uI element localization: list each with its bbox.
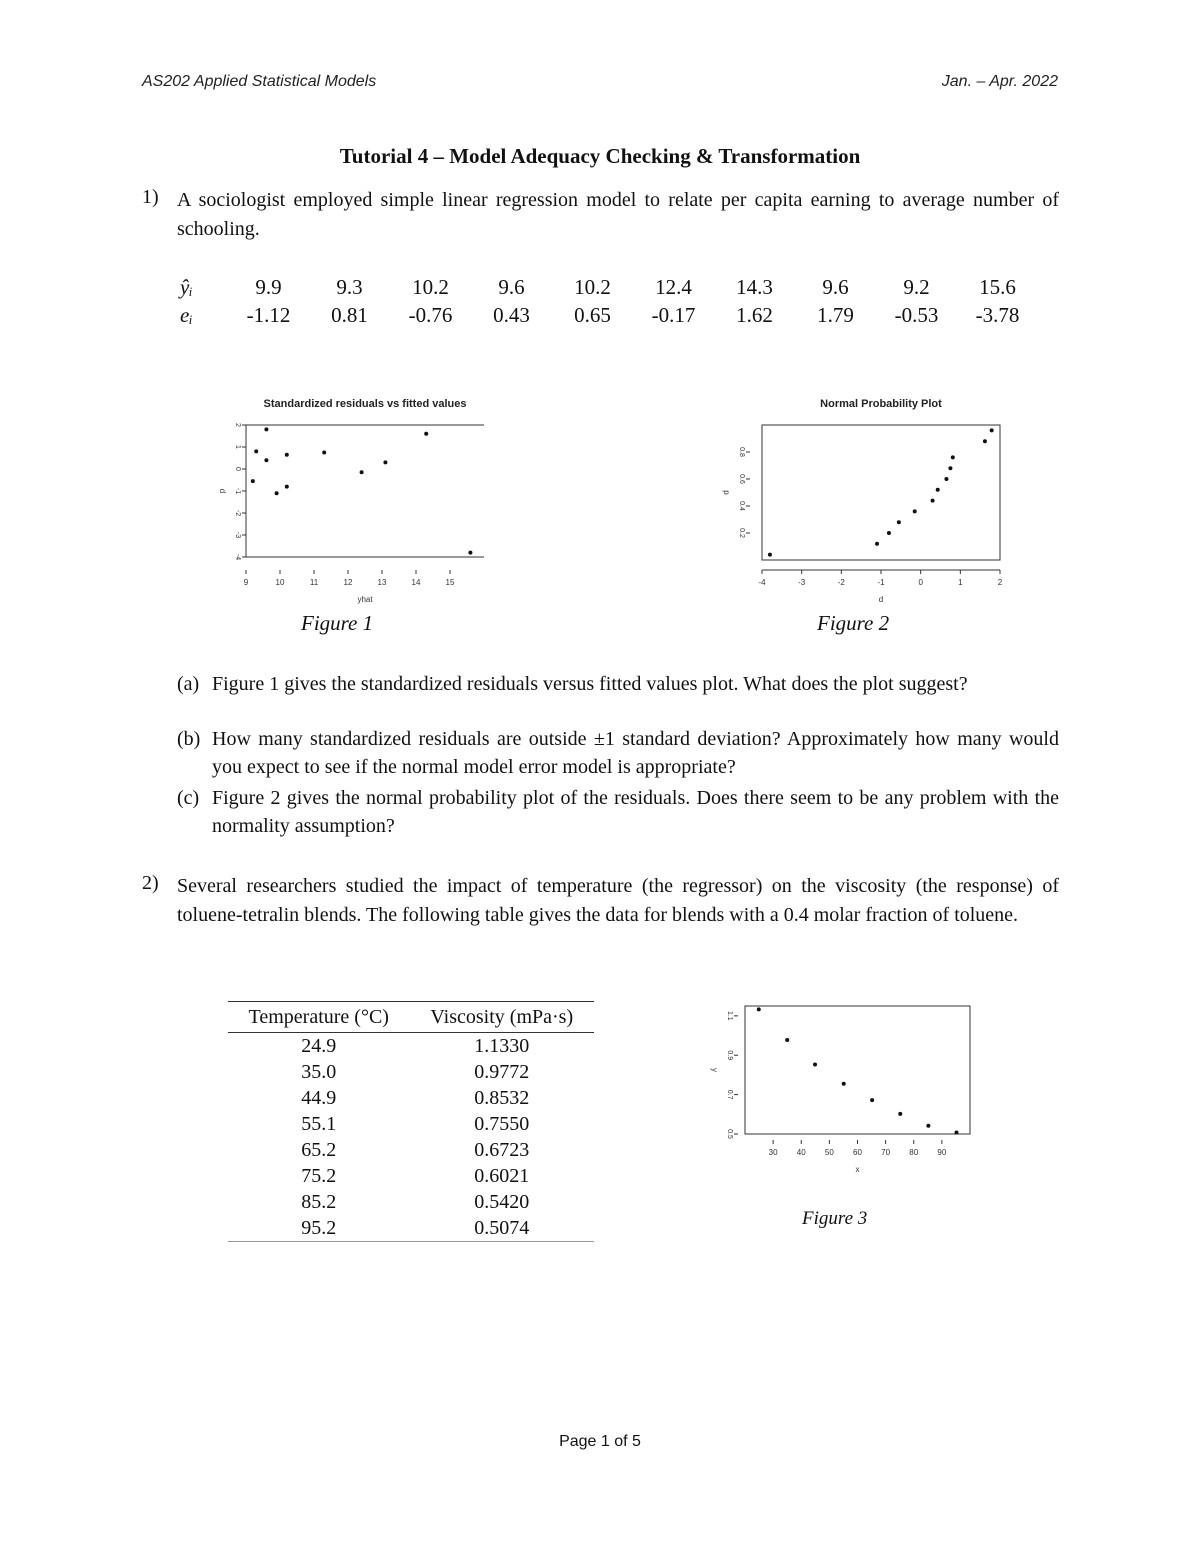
x-tick-label: -1 bbox=[877, 578, 885, 587]
x-tick-label: 50 bbox=[824, 1148, 834, 1157]
data-point bbox=[251, 479, 255, 483]
y-tick-label: -3 bbox=[234, 531, 241, 539]
x-tick-label: 9 bbox=[243, 578, 249, 587]
viscosity-cell: 0.7550 bbox=[474, 1112, 530, 1135]
x-tick-label: 90 bbox=[937, 1148, 947, 1157]
data-point bbox=[955, 1131, 959, 1135]
data-point bbox=[264, 458, 268, 462]
x-tick-label: -3 bbox=[798, 578, 806, 587]
x-tick-label: 15 bbox=[445, 578, 455, 587]
question-2-number: 2) bbox=[142, 872, 159, 894]
y-axis-label: p bbox=[722, 490, 731, 495]
x-tick-label: 70 bbox=[881, 1148, 891, 1157]
question-1b-text: How many standardized residuals are outside ±1 standard deviation? Approximately how many would you expect to see if the normal model error model is appropriate? bbox=[212, 728, 1059, 778]
figure-3-caption: Figure 3 bbox=[802, 1208, 868, 1229]
yhat-cell: 10.2 bbox=[412, 274, 449, 299]
x-tick-label: 80 bbox=[909, 1148, 919, 1157]
temperature-cell: 35.0 bbox=[301, 1060, 337, 1083]
question-1c-tag: (c) bbox=[177, 787, 200, 809]
table-row bbox=[228, 1137, 594, 1163]
x-tick-label: 12 bbox=[343, 578, 353, 587]
data-point bbox=[383, 460, 387, 464]
x-tick-label: 13 bbox=[377, 578, 387, 587]
question-1-number: 1) bbox=[142, 186, 159, 208]
yhat-cell: 9.6 bbox=[822, 274, 849, 299]
fitted-residual-table bbox=[180, 273, 1038, 329]
y-tick-label: 1 bbox=[234, 445, 241, 449]
table-row bbox=[228, 1111, 594, 1137]
residual-cell: -3.78 bbox=[975, 302, 1020, 327]
question-2-text: Several researchers studied the impact of temperature (the regressor) on the viscosity (the response) of toluene-tetralin blends. The following table gives the data for blends with a 0.4 molar fraction of toluene. bbox=[177, 875, 1059, 926]
figure-1-caption: Figure 1 bbox=[301, 611, 374, 635]
data-point bbox=[990, 428, 994, 432]
viscosity-cell: 0.9772 bbox=[474, 1060, 530, 1083]
residual-cell: -0.76 bbox=[408, 302, 453, 327]
data-point bbox=[948, 466, 952, 470]
x-axis-label: yhat bbox=[357, 595, 373, 604]
data-point bbox=[875, 542, 879, 546]
x-tick-label: 14 bbox=[411, 578, 421, 587]
y-tick-label: 0.2 bbox=[738, 528, 745, 538]
question-1c bbox=[177, 784, 1059, 840]
table-row bbox=[228, 1189, 594, 1215]
y-tick-label: -4 bbox=[234, 553, 241, 561]
temperature-cell: 44.9 bbox=[301, 1086, 337, 1109]
figure-1-chart bbox=[196, 392, 496, 607]
data-point bbox=[931, 499, 935, 503]
data-point bbox=[424, 432, 428, 436]
figure-3-chart bbox=[700, 998, 980, 1188]
residual-cell: 1.62 bbox=[736, 302, 773, 327]
yhat-cell: 9.3 bbox=[336, 274, 363, 299]
viscosity-cell: 0.5074 bbox=[410, 1215, 594, 1242]
y-tick-label: 1.1 bbox=[726, 1010, 733, 1021]
x-tick-label: 40 bbox=[796, 1148, 806, 1157]
question-1c-text: Figure 2 gives the normal probability plot of the residuals. Does there seem to be any problem with the normality assumption? bbox=[212, 787, 1059, 837]
y-tick-label: 0.6 bbox=[738, 474, 745, 484]
y-tick-label: 0.9 bbox=[726, 1050, 733, 1061]
data-point bbox=[887, 531, 891, 535]
header-course: AS202 Applied Statistical Models bbox=[142, 73, 377, 90]
y-tick-label: -1 bbox=[234, 487, 241, 495]
y-tick-label: 0.4 bbox=[738, 501, 745, 511]
data-point bbox=[951, 455, 955, 459]
x-axis-label: d bbox=[878, 595, 884, 604]
data-point bbox=[842, 1082, 846, 1086]
yhat-cell: 9.2 bbox=[903, 274, 930, 299]
x-tick-label: 0 bbox=[918, 578, 923, 587]
question-1a-text: Figure 1 gives the standardized residuals versus fitted values plot. What does the plot suggest? bbox=[212, 673, 968, 695]
figure-2-caption: Figure 2 bbox=[817, 611, 890, 635]
question-1a bbox=[177, 670, 1059, 698]
residual-row bbox=[180, 301, 1038, 329]
residual-cell: 0.65 bbox=[574, 302, 611, 327]
data-point bbox=[254, 449, 258, 453]
data-point bbox=[898, 1112, 902, 1116]
yhat-cell: 15.6 bbox=[979, 274, 1016, 299]
temperature-cell: 85.2 bbox=[301, 1190, 337, 1213]
table-row bbox=[228, 1085, 594, 1111]
x-tick-label: 11 bbox=[309, 578, 319, 587]
question-1-text bbox=[177, 186, 1059, 244]
x-tick-label: -4 bbox=[758, 578, 766, 587]
x-tick-label: 30 bbox=[768, 1148, 778, 1157]
yhat-cell: 9.6 bbox=[498, 274, 525, 299]
data-point bbox=[926, 1124, 930, 1128]
x-tick-label: 60 bbox=[853, 1148, 862, 1157]
figure-2-chart bbox=[712, 392, 1012, 607]
question-1-body: A sociologist employed simple linear regression model to relate per capita earning to average number of schooling. bbox=[177, 189, 1059, 240]
viscosity-cell: 0.6723 bbox=[474, 1138, 530, 1161]
data-point bbox=[264, 427, 268, 431]
x-axis-label: x bbox=[855, 1165, 860, 1174]
x-tick-label: 10 bbox=[275, 578, 285, 587]
data-point bbox=[897, 520, 901, 524]
temperature-cell: 24.9 bbox=[301, 1034, 337, 1057]
temperature-cell: 55.1 bbox=[301, 1112, 337, 1135]
residual-label: eᵢ bbox=[180, 302, 193, 327]
y-tick-label: 2 bbox=[234, 423, 241, 427]
data-point bbox=[285, 485, 289, 489]
viscosity-cell: 0.8532 bbox=[474, 1086, 530, 1109]
yhat-cell: 9.9 bbox=[255, 274, 282, 299]
viscosity-cell: 1.1330 bbox=[474, 1034, 530, 1057]
y-axis-label: y bbox=[710, 1068, 719, 1072]
page-title: Tutorial 4 – Model Adequacy Checking & Transformation bbox=[339, 144, 861, 168]
viscosity-cell: 0.6021 bbox=[474, 1164, 530, 1187]
y-tick-label: 0.8 bbox=[738, 447, 745, 457]
residual-cell: 0.43 bbox=[493, 302, 530, 327]
y-tick-label: -2 bbox=[234, 509, 241, 517]
plot-frame bbox=[762, 425, 1000, 560]
data-point bbox=[936, 488, 940, 492]
y-tick-label: 0.5 bbox=[726, 1129, 733, 1139]
page-footer: Page 1 of 5 bbox=[559, 1433, 641, 1450]
viscosity-table bbox=[228, 1001, 594, 1242]
y-tick-label: 0.7 bbox=[726, 1089, 733, 1100]
table-row bbox=[228, 1059, 594, 1085]
data-point bbox=[468, 551, 472, 555]
residual-cell: -1.12 bbox=[246, 302, 291, 327]
temperature-cell: 75.2 bbox=[301, 1164, 337, 1187]
yhat-row bbox=[180, 273, 1038, 301]
data-point bbox=[944, 477, 948, 481]
residual-cell: -0.17 bbox=[651, 302, 696, 327]
viscosity-header: Viscosity (mPa·s) bbox=[410, 1002, 594, 1033]
x-tick-label: 1 bbox=[958, 578, 963, 587]
data-point bbox=[275, 491, 279, 495]
x-tick-label: 2 bbox=[997, 578, 1003, 587]
data-point bbox=[768, 553, 772, 557]
chart-title: Standardized residuals vs fitted values bbox=[263, 398, 467, 410]
yhat-cell: 14.3 bbox=[736, 274, 773, 299]
data-point bbox=[360, 470, 364, 474]
y-tick-label: 0 bbox=[234, 467, 241, 471]
yhat-label: ŷᵢ bbox=[180, 274, 193, 299]
yhat-cell: 10.2 bbox=[574, 274, 611, 299]
table-row bbox=[228, 1163, 594, 1189]
table-row bbox=[228, 1033, 594, 1060]
question-1b bbox=[177, 725, 1059, 781]
data-point bbox=[785, 1038, 789, 1042]
viscosity-cell: 0.5420 bbox=[474, 1190, 530, 1213]
y-axis-label: d bbox=[218, 488, 227, 494]
data-point bbox=[870, 1098, 874, 1102]
data-point bbox=[322, 451, 326, 455]
data-point bbox=[983, 439, 987, 443]
residual-cell: -0.53 bbox=[894, 302, 939, 327]
temperature-cell: 95.2 bbox=[228, 1215, 410, 1242]
question-1a-tag: (a) bbox=[177, 673, 200, 695]
residual-cell: 0.81 bbox=[331, 302, 368, 327]
data-point bbox=[913, 509, 917, 513]
temperature-header: Temperature (°C) bbox=[228, 1002, 410, 1033]
yhat-cell: 12.4 bbox=[655, 274, 692, 299]
question-1b-tag: (b) bbox=[177, 728, 201, 750]
plot-frame bbox=[745, 1006, 970, 1134]
data-point bbox=[813, 1062, 817, 1066]
temperature-cell: 65.2 bbox=[301, 1138, 337, 1161]
data-point bbox=[285, 453, 289, 457]
data-point bbox=[757, 1007, 761, 1011]
chart-title: Normal Probability Plot bbox=[820, 398, 942, 410]
residual-cell: 1.79 bbox=[817, 302, 854, 327]
viscosity-table-header bbox=[228, 1002, 594, 1033]
table-row bbox=[228, 1215, 594, 1242]
header-term: Jan. – Apr. 2022 bbox=[941, 73, 1058, 90]
x-tick-label: -2 bbox=[837, 578, 845, 587]
